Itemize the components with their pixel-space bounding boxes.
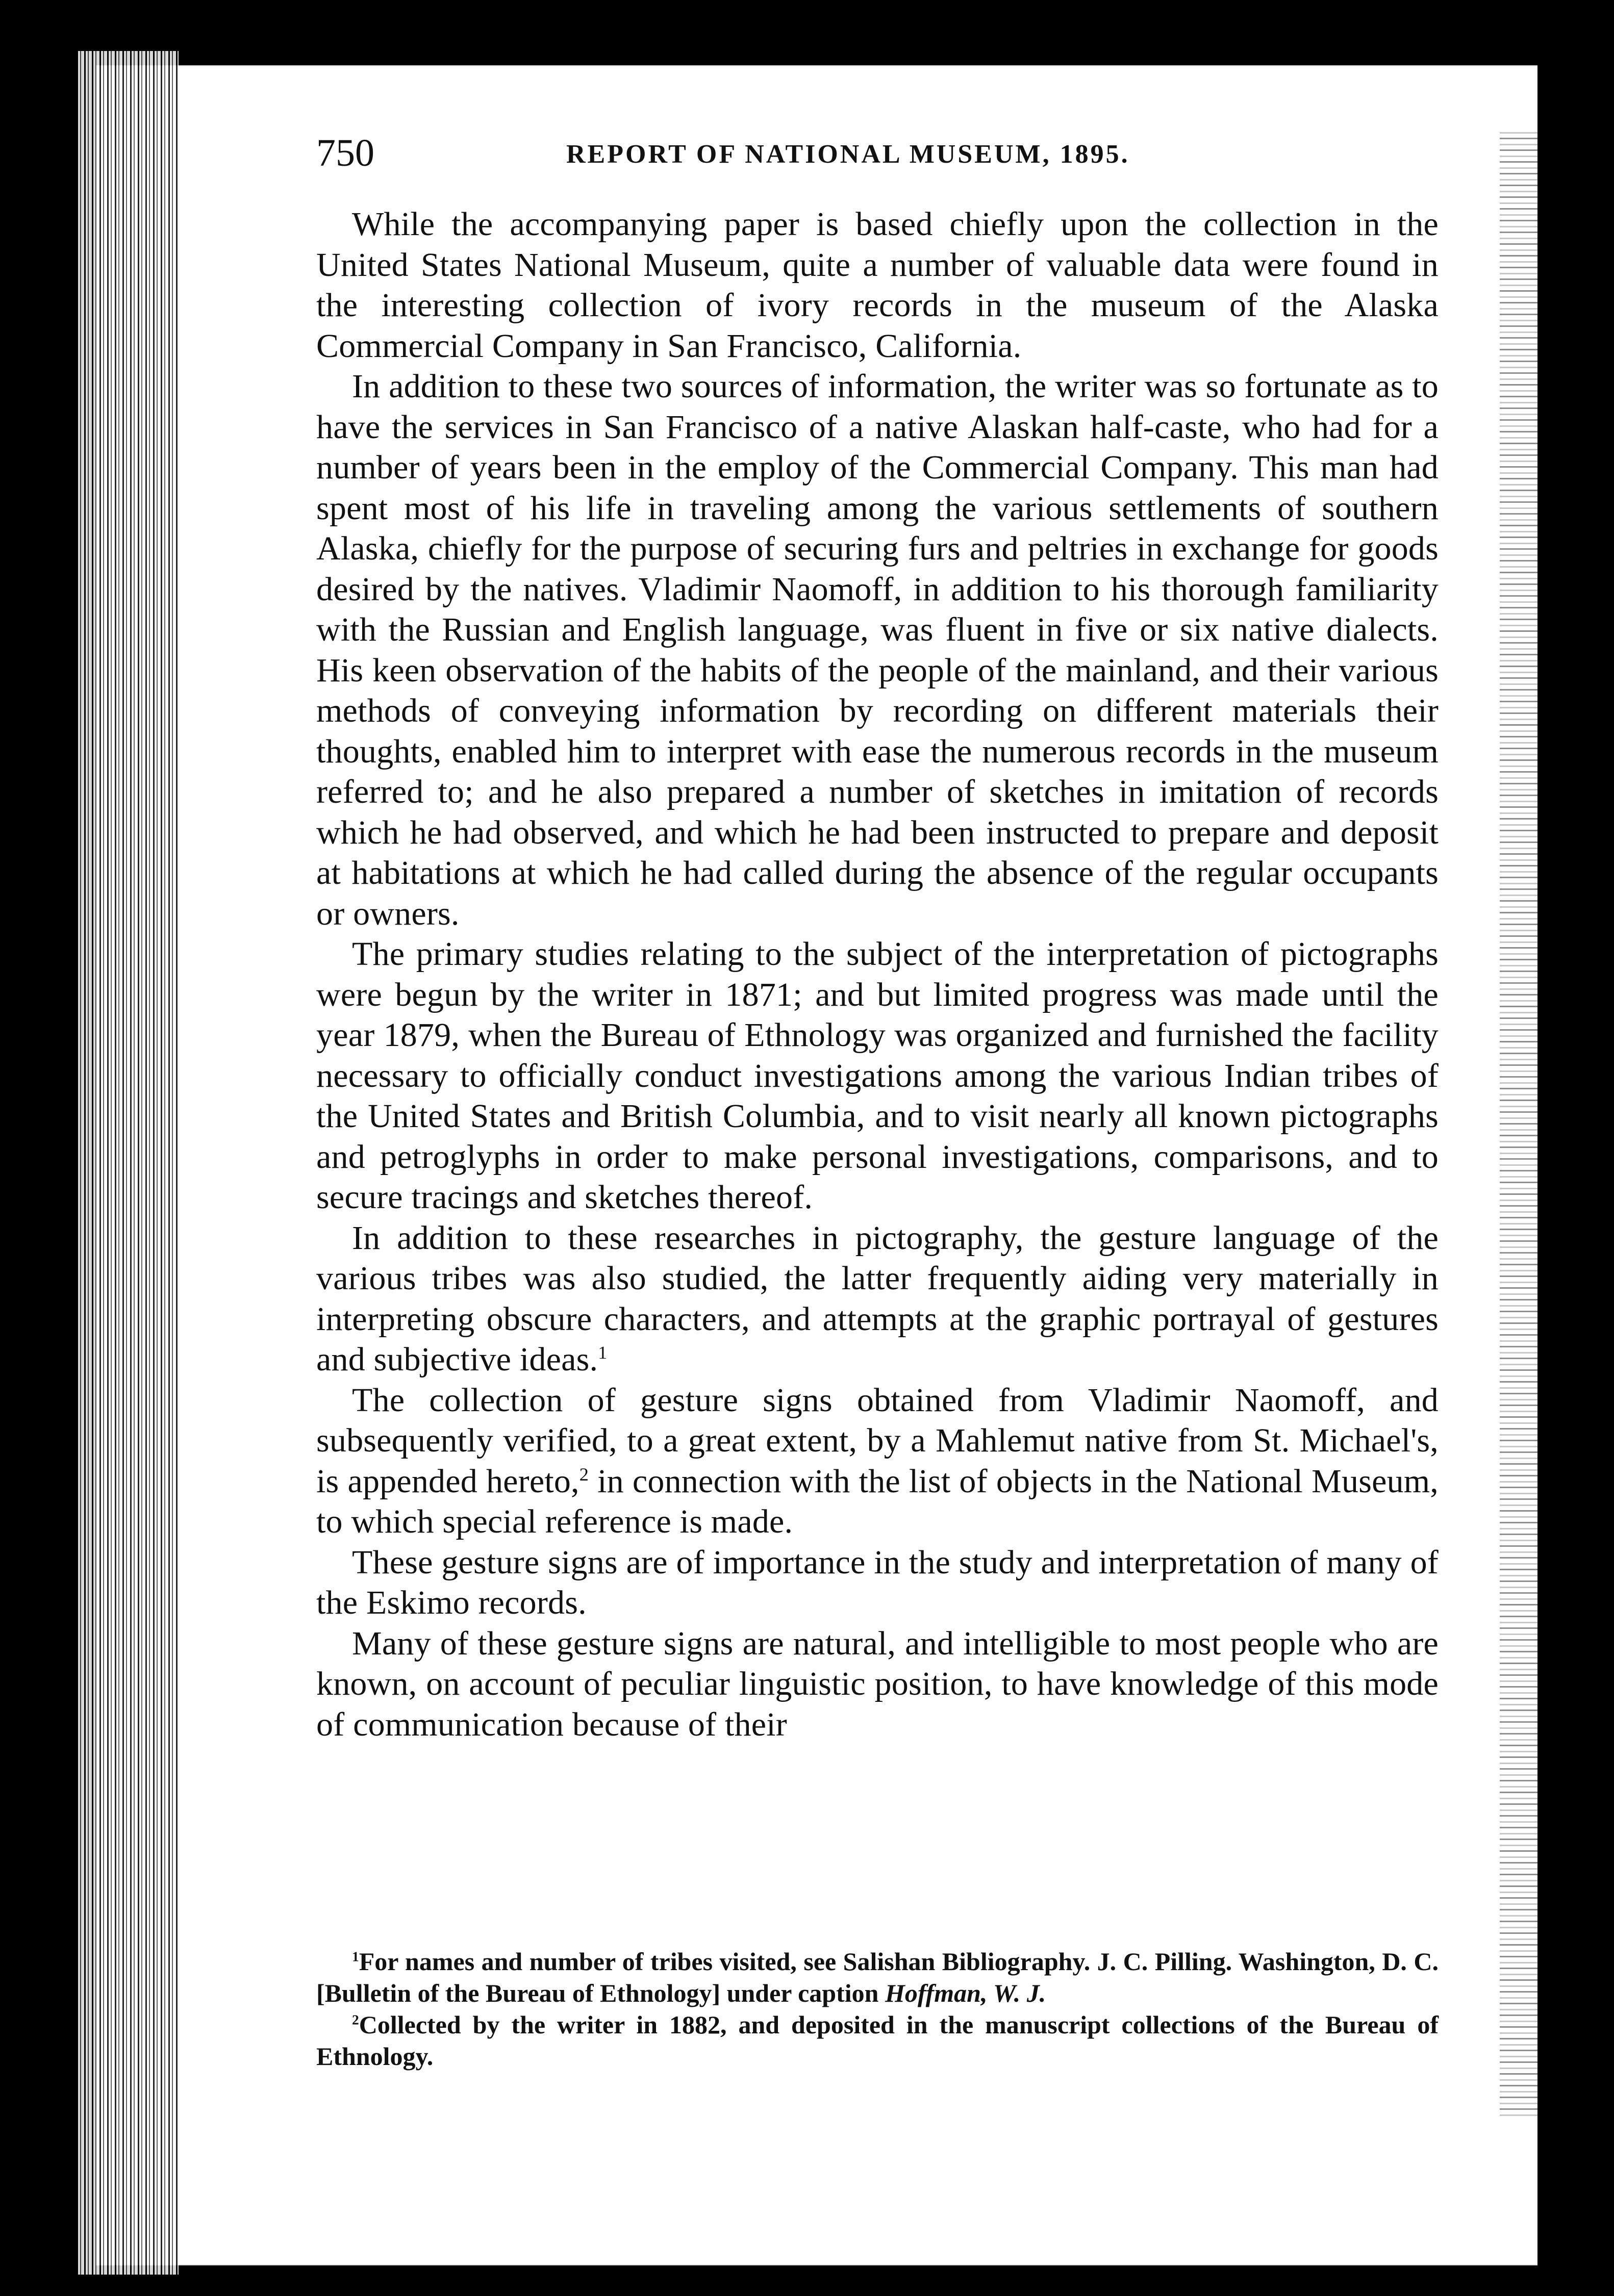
footnote-ref: 1 <box>598 1342 608 1363</box>
footnote <box>316 1946 1439 2009</box>
page-number: 750 <box>316 132 374 174</box>
page-header <box>316 130 1449 176</box>
paragraph: In addition to these two sources of information, the writer was so fortunate as to have the services in San Francisco of a native Alaskan half-caste, who had for a number of years been in the employ of the Commercial Company. This man had spent most of his life in traveling among the various settlements of southern Alaska, chiefly for the purpose of securing furs and peltries in exchange for goods desired by the natives. Vladimir Naomoff, in addition to his thorough familiarity with the Russian and English language, was fluent in five or six native dialects. His keen observation of the habits of the people of the mainland, and their various methods of conveying information by recording on different materials their thoughts, enabled him to interpret with ease the numerous records in the museum referred to; and he also prepared a number of sketches in imitation of records which he had observed, and which he had been instructed to prepare and deposit at habitations at which he had called during the absence of the regular occupants or owners. <box>316 368 1439 932</box>
footnote <box>316 2009 1439 2072</box>
footnote-italic: Hoffman, W. J. <box>885 1979 1046 2007</box>
paragraph-text: In addition to these researches in pictography, the gesture language of the various tribes was also studied, the latter frequently aiding very materially in interpreting obscure characters, and attempts at the graphic portrayal of gestures and subjective ideas. <box>316 1219 1439 1378</box>
footnote-marker: 1 <box>352 1948 359 1965</box>
footnote-ref: 2 <box>579 1464 589 1485</box>
paragraph: While the accompanying paper is based chiefly upon the collection in the United States National Museum, quite a number of valuable data were found in the interesting collection of ivory records in the museum of the Alaska Commercial Company in San Francisco, California. <box>316 206 1439 365</box>
footnote-text: For names and number of tribes visited, see Salishan Bibliography. J. C. Pilling. Washington, D. C. [Bulletin of the Bureau of Ethnology] under caption <box>316 1947 1439 2007</box>
paragraph: The primary studies relating to the subject of the interpretation of pictographs were begun by the writer in 1871; and but limited progress was made until the year 1879, when the Bureau of Ethnology was organized and furnished the facility necessary to officially conduct investigations among the various Indian tribes of the United States and British Columbia, and to visit nearly all known pictographs and petroglyphs in order to make personal investigations, comparisons, and to secure tracings and sketches thereof. <box>316 935 1439 1216</box>
paragraph: Many of these gesture signs are natural, and intelligible to most people who are known, on account of peculiar linguistic position, to have knowledge of this mode of communication because of their <box>316 1624 1439 1743</box>
paragraph <box>316 1380 1439 1542</box>
footnotes <box>316 1946 1439 2072</box>
paragraph-text-tail: in connection with the list of objects in the National Museum, to which special reference is made. <box>316 1462 1439 1540</box>
footnote-text: Collected by the writer in 1882, and deposited in the manuscript collections of the Bureau of Ethnology. <box>316 2010 1439 2071</box>
footnote-marker: 2 <box>352 2011 359 2028</box>
paragraph <box>316 1218 1439 1380</box>
book-gutter <box>77 51 179 2275</box>
body-text <box>316 204 1439 1745</box>
scan-border <box>1537 0 1614 2296</box>
paragraph: These gesture signs are of importance in the study and interpretation of many of the Eskimo records. <box>316 1543 1439 1621</box>
running-head: REPORT OF NATIONAL MUSEUM, 1895. <box>566 140 1130 169</box>
paragraph-text: The collection of gesture signs obtained from Vladimir Naomoff, and subsequently verified, to a great extent, by a Mahlemut native from St. Michael's, is appended hereto, <box>316 1381 1439 1500</box>
